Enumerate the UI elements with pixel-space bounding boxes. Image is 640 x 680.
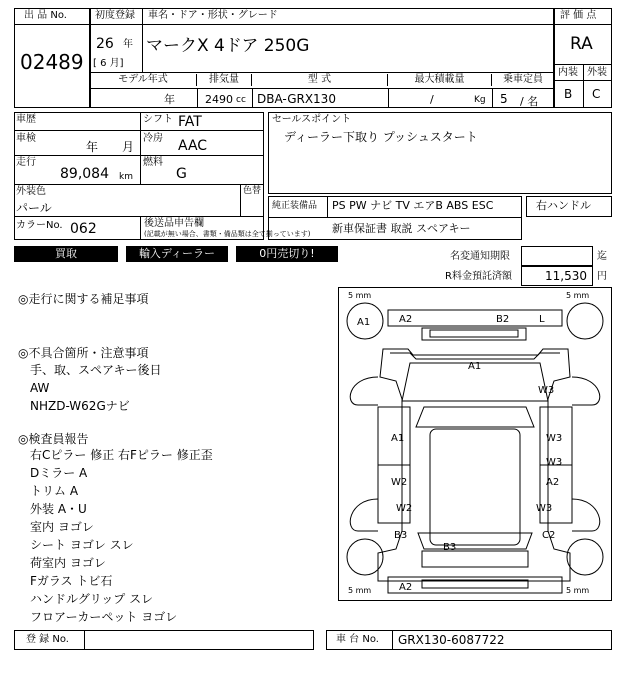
chassis-label: 車 台 No.	[336, 634, 379, 645]
details-row-1	[14, 130, 140, 131]
spec-mid-line	[90, 88, 554, 89]
lot-label: 出 品 No.	[24, 10, 67, 21]
sales-point-label: セールスポイント	[272, 114, 352, 125]
model-year-label: モデル年式	[90, 74, 197, 86]
notify-unit: 迄	[597, 251, 607, 262]
mark-a2-front-bumper: A2	[399, 314, 413, 325]
fuel-value: G	[176, 166, 187, 182]
color-no-col	[140, 216, 141, 240]
wheel-arch-rr	[572, 499, 600, 531]
tire-label-rr: 5 mm	[566, 586, 590, 595]
type-label: 型 式	[252, 74, 388, 86]
inspection-label: 車検	[16, 133, 36, 144]
rating-label: 評 価 点	[560, 10, 597, 21]
sales-point-value: ディーラー下取り プッシュスタート	[284, 130, 478, 144]
equipment-value: PS PW ナビ TV エアB ABS ESC	[332, 199, 494, 212]
mileage-unit: km	[119, 172, 133, 182]
tire-front-right	[567, 303, 603, 339]
inspection-year: 年	[86, 140, 99, 154]
displacement-value: 2490	[205, 93, 233, 106]
mark-w3-right-quarter: W3	[536, 503, 553, 514]
mark-a2-rear-bumper: A2	[399, 582, 413, 593]
col-3	[388, 88, 389, 108]
post-sale-label: 後送品申告欄	[144, 218, 204, 229]
first-reg-month: [ 6 月]	[93, 58, 124, 69]
rear-window	[418, 533, 532, 549]
notify-box	[521, 246, 593, 266]
inspection-month: 月	[122, 140, 135, 154]
first-reg-year: 26	[96, 36, 114, 52]
interior-label: 内装	[558, 67, 578, 78]
chassis-col	[392, 630, 393, 650]
rating-line-1	[554, 24, 612, 25]
reg-divider	[142, 24, 143, 72]
shift-value: FAT	[178, 114, 202, 130]
color-change-col	[240, 184, 241, 216]
max-load-value: /	[430, 93, 434, 106]
capacity-value: 5	[500, 92, 508, 106]
mark-w2-left-quarter: W2	[396, 503, 413, 514]
ac-value: AAC	[178, 138, 208, 154]
mark-b3-left-rear: B3	[394, 530, 408, 541]
badge-kaitori: 買取	[14, 246, 118, 262]
max-load-unit: Kg	[474, 95, 486, 105]
lot-number: 02489	[20, 50, 84, 74]
col-4	[492, 88, 493, 108]
lot-label-line	[14, 24, 90, 25]
color-no-value: 062	[70, 221, 97, 237]
color-no-label: カラーNo.	[16, 220, 63, 231]
history-label: 車歴	[16, 114, 36, 125]
steering-value: 右ハンドル	[536, 199, 591, 212]
chassis-value: GRX130-6087722	[398, 633, 505, 647]
displacement-unit: cc	[236, 95, 246, 105]
inspector-line: トリム A	[30, 484, 79, 498]
details-row-shift	[140, 130, 264, 131]
defect-line: NHZD-W62Gナビ	[30, 399, 130, 413]
interior-grade: B	[564, 87, 573, 101]
notify-label: 名変通知期限	[450, 251, 510, 262]
col-1	[197, 88, 198, 108]
tire-label-rl: 5 mm	[348, 586, 372, 595]
mileage-value: 89,084	[60, 166, 109, 182]
badge-import-dealer: 輸入ディーラー	[126, 246, 228, 262]
mark-c2-right-rear: C2	[542, 530, 556, 541]
shift-label: シフト	[143, 114, 173, 125]
rating-col	[583, 64, 584, 108]
mark-w3-front-fender: W3	[538, 385, 555, 396]
equipment-mid	[268, 217, 522, 218]
color-value: パール	[16, 201, 52, 215]
tire-label-fr: 5 mm	[566, 291, 590, 300]
equipment-label: 純正装備品	[272, 201, 318, 211]
mark-b3-trunk: B3	[443, 542, 457, 553]
inspector-line: 荷室内 ヨゴレ	[30, 556, 106, 570]
mark-a1-left-door: A1	[391, 433, 405, 444]
mark-w3-right-door: W3	[546, 433, 563, 444]
warranty-value: 新車保証書 取説 スペアキー	[332, 222, 471, 235]
displacement-label: 排気量	[197, 74, 252, 86]
mark-w2-left-rear-door: W2	[391, 477, 408, 488]
exterior-grade: C	[592, 87, 601, 101]
rating-value: RA	[570, 34, 593, 54]
inspector-line: ハンドルグリップ スレ	[30, 592, 154, 606]
col-2	[252, 88, 253, 108]
mark-l-front-bumper: L	[539, 314, 545, 325]
driving-heading: ◎走行に関する補足事項	[18, 292, 149, 306]
tire-rear-right	[567, 539, 603, 575]
windshield	[416, 407, 534, 427]
details-col	[140, 112, 141, 184]
inspector-line: 室内 ヨゴレ	[30, 520, 94, 534]
wheel-arch-fr	[572, 377, 600, 405]
inspector-line: 右Cピラー 修正 右Fピラー 修正歪	[30, 448, 213, 462]
color-label: 外装色	[16, 186, 46, 197]
capacity-unit: / 名	[520, 95, 539, 108]
recycle-unit: 円	[597, 271, 607, 282]
exterior-label: 外装	[587, 67, 607, 78]
mileage-label: 走行	[16, 157, 36, 168]
diagram-border	[339, 288, 612, 601]
trunk-lid	[422, 551, 528, 567]
first-reg-divider	[142, 8, 143, 24]
wheel-arch-fl	[350, 377, 378, 405]
defect-line: 手、取、スペアキー後日	[30, 363, 162, 377]
recycle-value: 11,530	[545, 269, 587, 283]
type-value: DBA-GRX130	[257, 92, 336, 106]
inspector-line: 外装 A・U	[30, 502, 87, 516]
defect-line: AW	[30, 381, 50, 395]
inspector-line: Fガラス トビ石	[30, 574, 113, 588]
rear-bumper	[388, 577, 562, 593]
details-row-3	[14, 184, 264, 185]
reg-no-label: 登 録 No.	[26, 634, 69, 645]
fuel-label: 燃料	[143, 157, 163, 168]
ac-label: 冷房	[143, 133, 163, 144]
inspector-line: Dミラー A	[30, 466, 88, 480]
tire-label-fl: 5 mm	[348, 291, 372, 300]
wheel-arch-rl	[350, 499, 378, 531]
mark-a1-hood: A1	[468, 361, 482, 372]
mark-b2-front-bumper: B2	[496, 314, 510, 325]
defects-heading: ◎不具合箇所・注意事項	[18, 346, 149, 360]
max-load-label: 最大積載量	[388, 74, 492, 86]
mark-a1-front-tire: A1	[357, 317, 371, 328]
front-bumper	[388, 310, 562, 326]
first-reg-label: 初度登録	[95, 10, 135, 21]
post-sale-note: (記載が無い場合、書類・備品類は全て揃っています)	[144, 230, 311, 238]
car-damage-diagram	[338, 287, 612, 601]
title-top-line	[90, 24, 554, 25]
roof	[430, 429, 520, 545]
year-char: 年	[123, 39, 133, 50]
reg-no-col	[84, 630, 85, 650]
car-name-label: 車名・ドア・形状・グレード	[148, 10, 278, 21]
mark-w3-right-door-b: W3	[546, 457, 563, 468]
details-row-2	[14, 155, 264, 156]
color-change-label: 色替	[243, 186, 262, 196]
model-year-value: 年	[164, 93, 175, 106]
car-name: マークX 4ドア 250G	[146, 36, 310, 56]
capacity-label: 乗車定員	[503, 74, 543, 85]
inspector-line: シート ヨゴレ スレ	[30, 538, 134, 552]
mark-a2-right-rear-door: A2	[546, 477, 560, 488]
badge-zero-yen: 0円売切り!	[236, 246, 338, 262]
inspector-line: フロアーカーペット ヨゴレ	[30, 610, 178, 624]
inspector-heading: ◎検査員報告	[18, 432, 89, 446]
recycle-label: R料金預託済額	[445, 271, 512, 282]
equipment-col	[327, 196, 328, 217]
